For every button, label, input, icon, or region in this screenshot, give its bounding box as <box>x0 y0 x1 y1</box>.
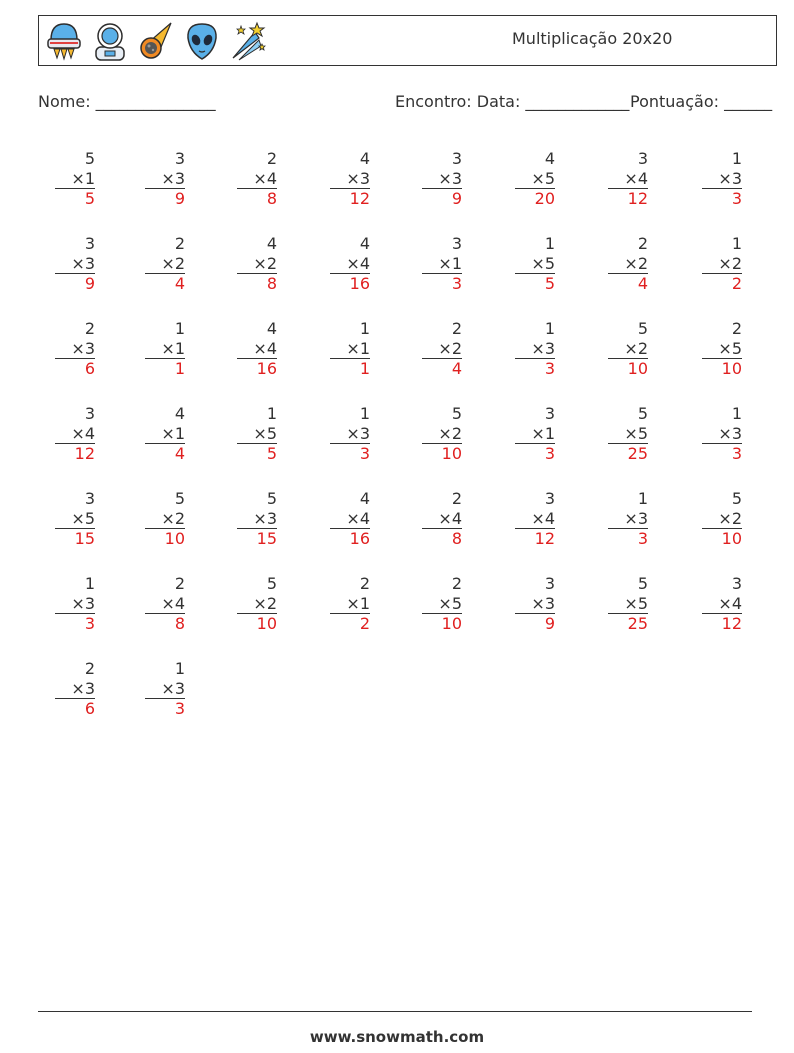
multiplication-problem <box>145 489 185 548</box>
multiplicand: 4 <box>266 319 277 338</box>
multiplication-problem <box>422 319 462 378</box>
multiplier: ×3 <box>718 423 742 443</box>
multiplier: ×1 <box>161 338 185 358</box>
multiplicand: 4 <box>359 489 370 508</box>
multiplication-problem <box>330 574 370 633</box>
multiplication-problem <box>422 234 462 293</box>
multiplicand: 4 <box>174 404 185 423</box>
alien-icon <box>183 20 221 62</box>
multiplier: ×2 <box>161 253 185 273</box>
worksheet-title: Multiplicação 20x20 <box>512 29 673 48</box>
multiplier: ×3 <box>531 338 555 358</box>
multiplication-problem <box>237 489 277 548</box>
score-field: Pontuação: ______ <box>630 92 773 111</box>
answer: 15 <box>55 528 95 548</box>
multiplier: ×3 <box>71 253 95 273</box>
multiplier: ×1 <box>531 423 555 443</box>
answer: 5 <box>515 273 555 293</box>
answer: 10 <box>237 613 277 633</box>
multiplier: ×4 <box>71 423 95 443</box>
worksheet-header <box>38 15 777 66</box>
answer: 8 <box>145 613 185 633</box>
multiplier: ×5 <box>718 338 742 358</box>
answer: 4 <box>145 273 185 293</box>
multiplicand: 2 <box>731 319 742 338</box>
answer: 10 <box>608 358 648 378</box>
answer: 12 <box>55 443 95 463</box>
answer: 9 <box>145 188 185 208</box>
multiplication-problem <box>55 659 95 718</box>
multiplication-problem <box>608 489 648 548</box>
answer: 20 <box>515 188 555 208</box>
multiplicand: 3 <box>84 234 95 253</box>
multiplier: ×5 <box>624 423 648 443</box>
answer: 8 <box>237 188 277 208</box>
multiplicand: 2 <box>84 319 95 338</box>
multiplicand: 2 <box>359 574 370 593</box>
multiplier: ×2 <box>253 593 277 613</box>
answer: 3 <box>702 188 742 208</box>
answer: 4 <box>422 358 462 378</box>
ufo-icon <box>45 20 83 62</box>
multiplicand: 4 <box>266 234 277 253</box>
multiplication-problem <box>237 234 277 293</box>
multiplicand: 5 <box>637 404 648 423</box>
multiplication-problem <box>515 234 555 293</box>
multiplier: ×3 <box>161 678 185 698</box>
multiplication-problem <box>55 319 95 378</box>
answer: 12 <box>702 613 742 633</box>
multiplicand: 5 <box>637 319 648 338</box>
multiplier: ×4 <box>253 168 277 188</box>
answer: 8 <box>422 528 462 548</box>
multiplication-problem <box>702 404 742 463</box>
answer: 25 <box>608 443 648 463</box>
multiplier: ×2 <box>438 423 462 443</box>
multiplication-problem <box>145 574 185 633</box>
meeting-date-field: Encontro: Data: _____________ <box>395 92 630 111</box>
answer: 5 <box>237 443 277 463</box>
multiplier: ×1 <box>346 593 370 613</box>
answer: 4 <box>608 273 648 293</box>
answer: 10 <box>422 613 462 633</box>
multiplication-problem <box>55 234 95 293</box>
multiplier: ×5 <box>71 508 95 528</box>
multiplicand: 1 <box>359 404 370 423</box>
multiplier: ×4 <box>624 168 648 188</box>
multiplicand: 3 <box>84 404 95 423</box>
multiplicand: 3 <box>544 404 555 423</box>
multiplicand: 5 <box>451 404 462 423</box>
multiplication-problem <box>330 319 370 378</box>
multiplication-problem <box>145 234 185 293</box>
multiplication-problem <box>237 404 277 463</box>
answer: 3 <box>702 443 742 463</box>
answer: 12 <box>608 188 648 208</box>
multiplicand: 3 <box>451 234 462 253</box>
answer: 5 <box>55 188 95 208</box>
answer: 2 <box>702 273 742 293</box>
multiplicand: 3 <box>84 489 95 508</box>
multiplication-problem <box>422 489 462 548</box>
answer: 10 <box>702 528 742 548</box>
multiplication-problem <box>55 149 95 208</box>
answer: 10 <box>422 443 462 463</box>
multiplication-problem <box>702 319 742 378</box>
multiplication-problem <box>145 659 185 718</box>
multiplicand: 1 <box>731 234 742 253</box>
multiplication-problem <box>330 489 370 548</box>
answer: 16 <box>330 273 370 293</box>
multiplier: ×3 <box>71 338 95 358</box>
multiplier: ×2 <box>624 338 648 358</box>
multiplicand: 2 <box>174 234 185 253</box>
shooting-stars-icon <box>229 20 267 62</box>
multiplier: ×4 <box>718 593 742 613</box>
multiplier: ×1 <box>161 423 185 443</box>
multiplicand: 5 <box>266 489 277 508</box>
multiplication-problem <box>702 234 742 293</box>
multiplicand: 2 <box>84 659 95 678</box>
answer: 3 <box>422 273 462 293</box>
answer: 25 <box>608 613 648 633</box>
multiplicand: 5 <box>731 489 742 508</box>
multiplier: ×3 <box>718 168 742 188</box>
multiplication-problem <box>237 149 277 208</box>
answer: 6 <box>55 698 95 718</box>
multiplier: ×5 <box>624 593 648 613</box>
multiplication-problem <box>330 404 370 463</box>
multiplication-problem <box>422 574 462 633</box>
multiplier: ×4 <box>346 253 370 273</box>
multiplication-problem <box>330 149 370 208</box>
multiplier: ×2 <box>718 253 742 273</box>
multiplication-problem <box>55 574 95 633</box>
multiplicand: 2 <box>451 574 462 593</box>
astronaut-icon <box>91 20 129 62</box>
multiplier: ×3 <box>624 508 648 528</box>
multiplication-problem <box>422 149 462 208</box>
answer: 1 <box>145 358 185 378</box>
multiplicand: 3 <box>174 149 185 168</box>
answer: 9 <box>422 188 462 208</box>
multiplication-problem <box>608 319 648 378</box>
multiplicand: 2 <box>637 234 648 253</box>
multiplier: ×3 <box>438 168 462 188</box>
answer: 3 <box>515 358 555 378</box>
multiplier: ×3 <box>71 678 95 698</box>
multiplier: ×4 <box>346 508 370 528</box>
name-field: Nome: _______________ <box>38 92 216 111</box>
multiplicand: 3 <box>451 149 462 168</box>
answer: 3 <box>608 528 648 548</box>
multiplicand: 2 <box>266 149 277 168</box>
answer: 12 <box>330 188 370 208</box>
answer: 1 <box>330 358 370 378</box>
answer: 3 <box>55 613 95 633</box>
multiplier: ×2 <box>438 338 462 358</box>
multiplicand: 4 <box>544 149 555 168</box>
multiplicand: 1 <box>174 319 185 338</box>
multiplication-problem <box>608 404 648 463</box>
multiplicand: 2 <box>451 319 462 338</box>
multiplication-problem <box>702 489 742 548</box>
multiplier: ×2 <box>624 253 648 273</box>
multiplicand: 3 <box>637 149 648 168</box>
multiplier: ×5 <box>438 593 462 613</box>
multiplicand: 1 <box>544 234 555 253</box>
multiplication-problem <box>608 234 648 293</box>
multiplicand: 3 <box>731 574 742 593</box>
comet-icon <box>137 20 175 62</box>
multiplier: ×3 <box>346 168 370 188</box>
multiplicand: 1 <box>266 404 277 423</box>
multiplier: ×2 <box>253 253 277 273</box>
multiplicand: 1 <box>731 149 742 168</box>
multiplier: ×1 <box>71 168 95 188</box>
multiplication-problem <box>608 149 648 208</box>
answer: 3 <box>515 443 555 463</box>
multiplier: ×5 <box>531 168 555 188</box>
answer: 10 <box>145 528 185 548</box>
multiplicand: 5 <box>174 489 185 508</box>
multiplier: ×3 <box>71 593 95 613</box>
answer: 8 <box>237 273 277 293</box>
answer: 4 <box>145 443 185 463</box>
multiplication-problem <box>237 574 277 633</box>
multiplication-problem <box>608 574 648 633</box>
multiplicand: 5 <box>266 574 277 593</box>
multiplication-problem <box>515 404 555 463</box>
multiplicand: 1 <box>731 404 742 423</box>
answer: 3 <box>330 443 370 463</box>
multiplier: ×5 <box>253 423 277 443</box>
answer: 15 <box>237 528 277 548</box>
multiplier: ×2 <box>718 508 742 528</box>
answer: 12 <box>515 528 555 548</box>
answer: 9 <box>515 613 555 633</box>
multiplication-problem <box>515 319 555 378</box>
multiplication-problem <box>702 149 742 208</box>
multiplication-problem <box>55 489 95 548</box>
answer: 2 <box>330 613 370 633</box>
multiplier: ×1 <box>346 338 370 358</box>
footer-divider <box>38 1011 752 1012</box>
multiplicand: 5 <box>84 149 95 168</box>
multiplier: ×5 <box>531 253 555 273</box>
header-icons <box>45 20 267 62</box>
answer: 16 <box>237 358 277 378</box>
multiplier: ×3 <box>161 168 185 188</box>
multiplication-problem <box>55 404 95 463</box>
multiplication-problem <box>515 574 555 633</box>
multiplicand: 1 <box>637 489 648 508</box>
multiplicand: 4 <box>359 234 370 253</box>
footer-site: www.snowmath.com <box>309 1028 485 1046</box>
multiplication-problem <box>515 149 555 208</box>
multiplication-problem <box>515 489 555 548</box>
multiplier: ×4 <box>438 508 462 528</box>
multiplication-problem <box>422 404 462 463</box>
multiplier: ×4 <box>531 508 555 528</box>
multiplication-problem <box>330 234 370 293</box>
multiplication-problem <box>702 574 742 633</box>
multiplier: ×4 <box>253 338 277 358</box>
multiplication-problem <box>145 404 185 463</box>
multiplicand: 2 <box>451 489 462 508</box>
multiplicand: 4 <box>359 149 370 168</box>
multiplication-problem <box>145 149 185 208</box>
multiplicand: 3 <box>544 574 555 593</box>
multiplicand: 1 <box>174 659 185 678</box>
multiplier: ×2 <box>161 508 185 528</box>
answer: 16 <box>330 528 370 548</box>
answer: 6 <box>55 358 95 378</box>
answer: 10 <box>702 358 742 378</box>
multiplication-problem <box>237 319 277 378</box>
multiplier: ×3 <box>531 593 555 613</box>
multiplicand: 2 <box>174 574 185 593</box>
multiplicand: 3 <box>544 489 555 508</box>
multiplicand: 1 <box>84 574 95 593</box>
multiplication-problem <box>145 319 185 378</box>
multiplier: ×4 <box>161 593 185 613</box>
multiplicand: 1 <box>544 319 555 338</box>
multiplicand: 5 <box>637 574 648 593</box>
multiplicand: 1 <box>359 319 370 338</box>
answer: 3 <box>145 698 185 718</box>
answer: 9 <box>55 273 95 293</box>
multiplier: ×3 <box>253 508 277 528</box>
multiplier: ×1 <box>438 253 462 273</box>
multiplier: ×3 <box>346 423 370 443</box>
